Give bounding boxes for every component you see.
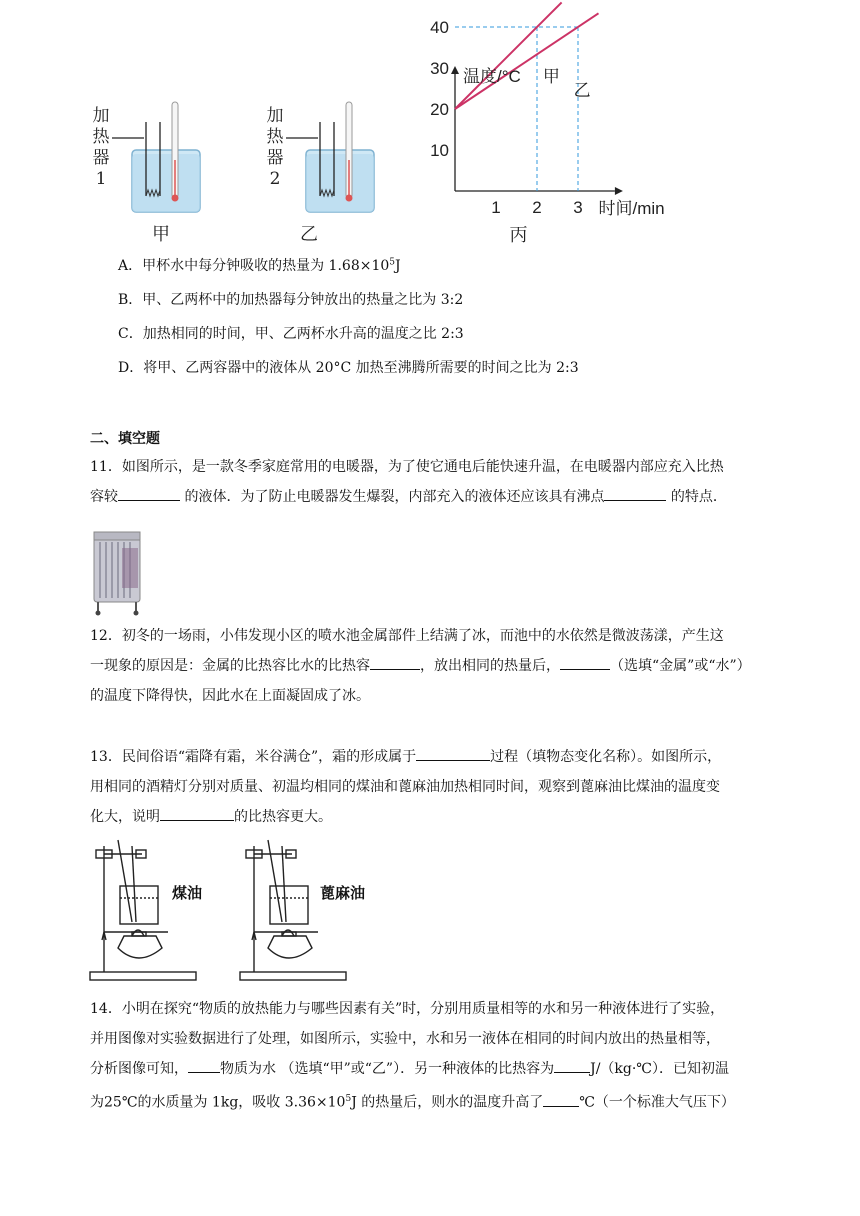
series-line-jia <box>455 2 562 109</box>
heater-label-char: 器 <box>92 148 110 168</box>
heater-label-char: 加 <box>92 106 110 126</box>
x-tick-label: 2 <box>532 198 542 217</box>
kerosene-label: 煤油 <box>172 884 203 902</box>
heater-label-char: 2 <box>269 169 281 189</box>
option-a: A．甲杯水中每分钟吸收的热量为 $1.68\times 10^5J$ <box>118 257 401 274</box>
heater-label-char: 器 <box>266 148 284 168</box>
beaker-jia-figure <box>88 100 238 245</box>
answer-blank[interactable] <box>543 1091 579 1107</box>
question-13: 13．民间俗语“霜降有霜，米谷满仓”，霜的形成属于 过程（填物态变化名称）。如图所示， 用相同的酒精灯分别对质量、初温均相同的煤油和蓖麻油加热相同时间，观察到蓖麻油比煤油的温度变 化大，说明 的比热容更大。 <box>90 742 770 832</box>
y-tick-label: 40 <box>430 18 449 37</box>
y-tick-label: 30 <box>430 59 449 78</box>
series-label-yi: 乙 <box>573 81 591 100</box>
x-axis-arrow <box>615 187 623 195</box>
heater-label-char: 1 <box>95 169 107 189</box>
series-label-jia: 甲 <box>542 67 560 86</box>
beaker-jia-drawing <box>88 100 238 220</box>
graph-caption: 丙 <box>509 225 528 245</box>
question-11: 11．如图所示，是一款冬季家庭常用的电暖器，为了使它通电后能快速升温，在电暖器内部应充入比热 容较 的液体．为了防止电暖器发生爆裂，内部充入的液体还应该具有沸点 的特点． <box>90 459 727 505</box>
answer-blank[interactable] <box>160 805 234 821</box>
answer-blank[interactable] <box>118 485 180 501</box>
option-b: B．甲、乙两杯中的加热器每分钟放出的热量之比为 3:2 <box>118 292 464 308</box>
question-14: 14．小明在探究“物质的放热能力与哪些因素有关”时，分别用质量相等的水和另一种液体进行了实验， 并用图像对实验数据进行了处理，如图所示，实验中，水和另一液体在相同的时间内放出的热量相等， 分析图像可知， 物质为水 （选填“甲”或“乙”）．另一种液体的比热容为 J/（kg·℃）．已知初温 为25℃的水质量为 1kg，吸收 $3.36\times 10^5J$ 的热量后，则水的温度升高了 ℃（一个标准大气压下） <box>90 1001 735 1111</box>
answer-blank[interactable] <box>560 654 610 670</box>
electric-heater-image <box>92 530 144 616</box>
answer-blank[interactable] <box>188 1057 220 1073</box>
beaker-yi-drawing <box>262 100 412 220</box>
temperature-time-graph <box>420 18 700 250</box>
heater-label-char: 加 <box>266 106 284 126</box>
option-c: C．加热相同的时间，甲、乙两杯水升高的温度之比 2:3 <box>118 326 464 342</box>
beaker-yi-caption: 乙 <box>300 224 318 245</box>
answer-blank[interactable] <box>416 745 490 761</box>
heating-apparatus-figure <box>88 836 388 984</box>
question-12: 12．初冬的一场雨，小伟发现小区的喷水池金属部件上结满了冰，而池中的水依然是微波荡漾，产生这 一现象的原因是：金属的比热容比水的比热容 ，放出相同的热量后， （选填“金属”或“水”） 的温度下降得快，因此水在上面凝固成了冰。 <box>90 628 751 704</box>
y-tick-label: 10 <box>430 141 449 160</box>
beaker-yi-figure <box>262 100 412 245</box>
x-tick-label: 3 <box>573 198 583 217</box>
answer-blank[interactable] <box>370 654 420 670</box>
y-axis-arrow <box>451 66 459 74</box>
x-tick-label: 1 <box>491 198 501 217</box>
section-title: 二、填空题 <box>90 431 160 447</box>
x-axis-label: 时间/min <box>598 199 665 218</box>
answer-blank[interactable] <box>604 485 666 501</box>
y-axis-label: 温度/°C <box>463 67 521 86</box>
beaker-jia-caption: 甲 <box>152 224 170 245</box>
option-d: D．将甲、乙两容器中的液体从 20°C 加热至沸腾所需要的时间之比为 2:3 <box>118 360 579 376</box>
heater-label-char: 热 <box>92 127 110 147</box>
y-tick-label: 20 <box>430 100 449 119</box>
apparatus-right <box>240 840 346 980</box>
heater-label-char: 热 <box>266 127 284 147</box>
apparatus-left <box>90 840 196 980</box>
answer-blank[interactable] <box>554 1057 590 1073</box>
castor-oil-label: 蓖麻油 <box>320 884 366 902</box>
